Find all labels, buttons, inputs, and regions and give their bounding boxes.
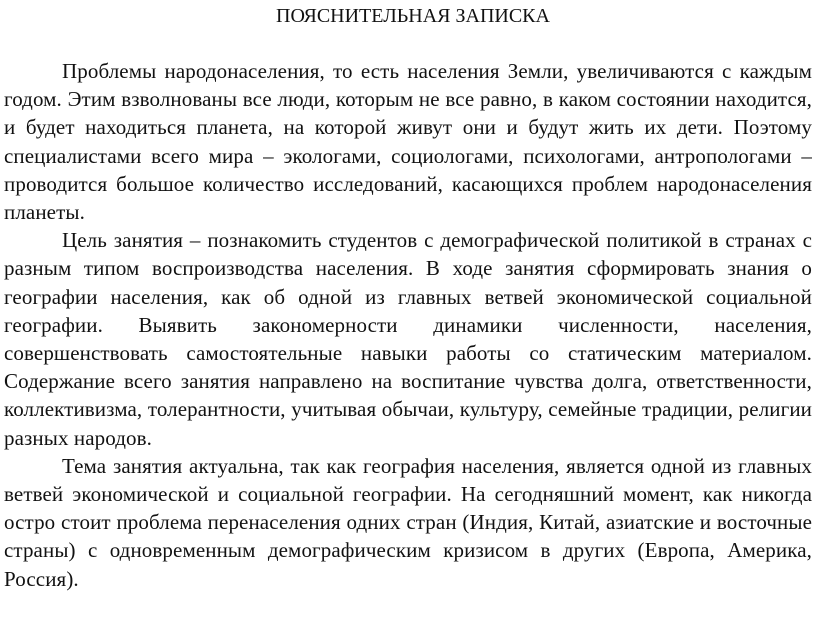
- paragraph-lesson-goal: Цель занятия – познакомить студентов с демографической политикой в странах с разным типом воспроизводства населения. В ходе занятия сформировать знания о географии населения, как об одной из главных ветвей экономической социальной географии. Выявить закономерности динамики численности, населения, совершенствовать самостоятельные навыки работы со статическим материалом. Содержание всего занятия направлено на воспитание чувства долга, ответственности, коллективизма, толерантности, учитывая обычаи, культуру, семейные традиции, религии разных народов.: [4, 228, 812, 450]
- document-title: ПОЯСНИТЕЛЬНАЯ ЗАПИСКА: [276, 5, 550, 27]
- paragraph-population-problems: Проблемы народонаселения, то есть населения Земли, увеличиваются с каждым годом. Этим взволнованы все люди, которым не все равно, в каком состоянии находится, и будет находиться планета, на которой живут они и будут жить их дети. Поэтому специалистами всего мира – экологами, социологами, психологами, антропологами – проводится большое количество исследований, касающихся проблем народонаселения планеты.: [4, 59, 812, 225]
- paragraph-topic-relevance: Тема занятия актуальна, так как география населения, является одной из главных ветвей экономической и социальной географии. На сегодняшний момент, как никогда остро стоит проблема перенаселения одних стран (Индия, Китай, азиатские и восточные страны) с одновременным демографическим кризисом в других (Европа, Америка, Россия).: [4, 453, 812, 591]
